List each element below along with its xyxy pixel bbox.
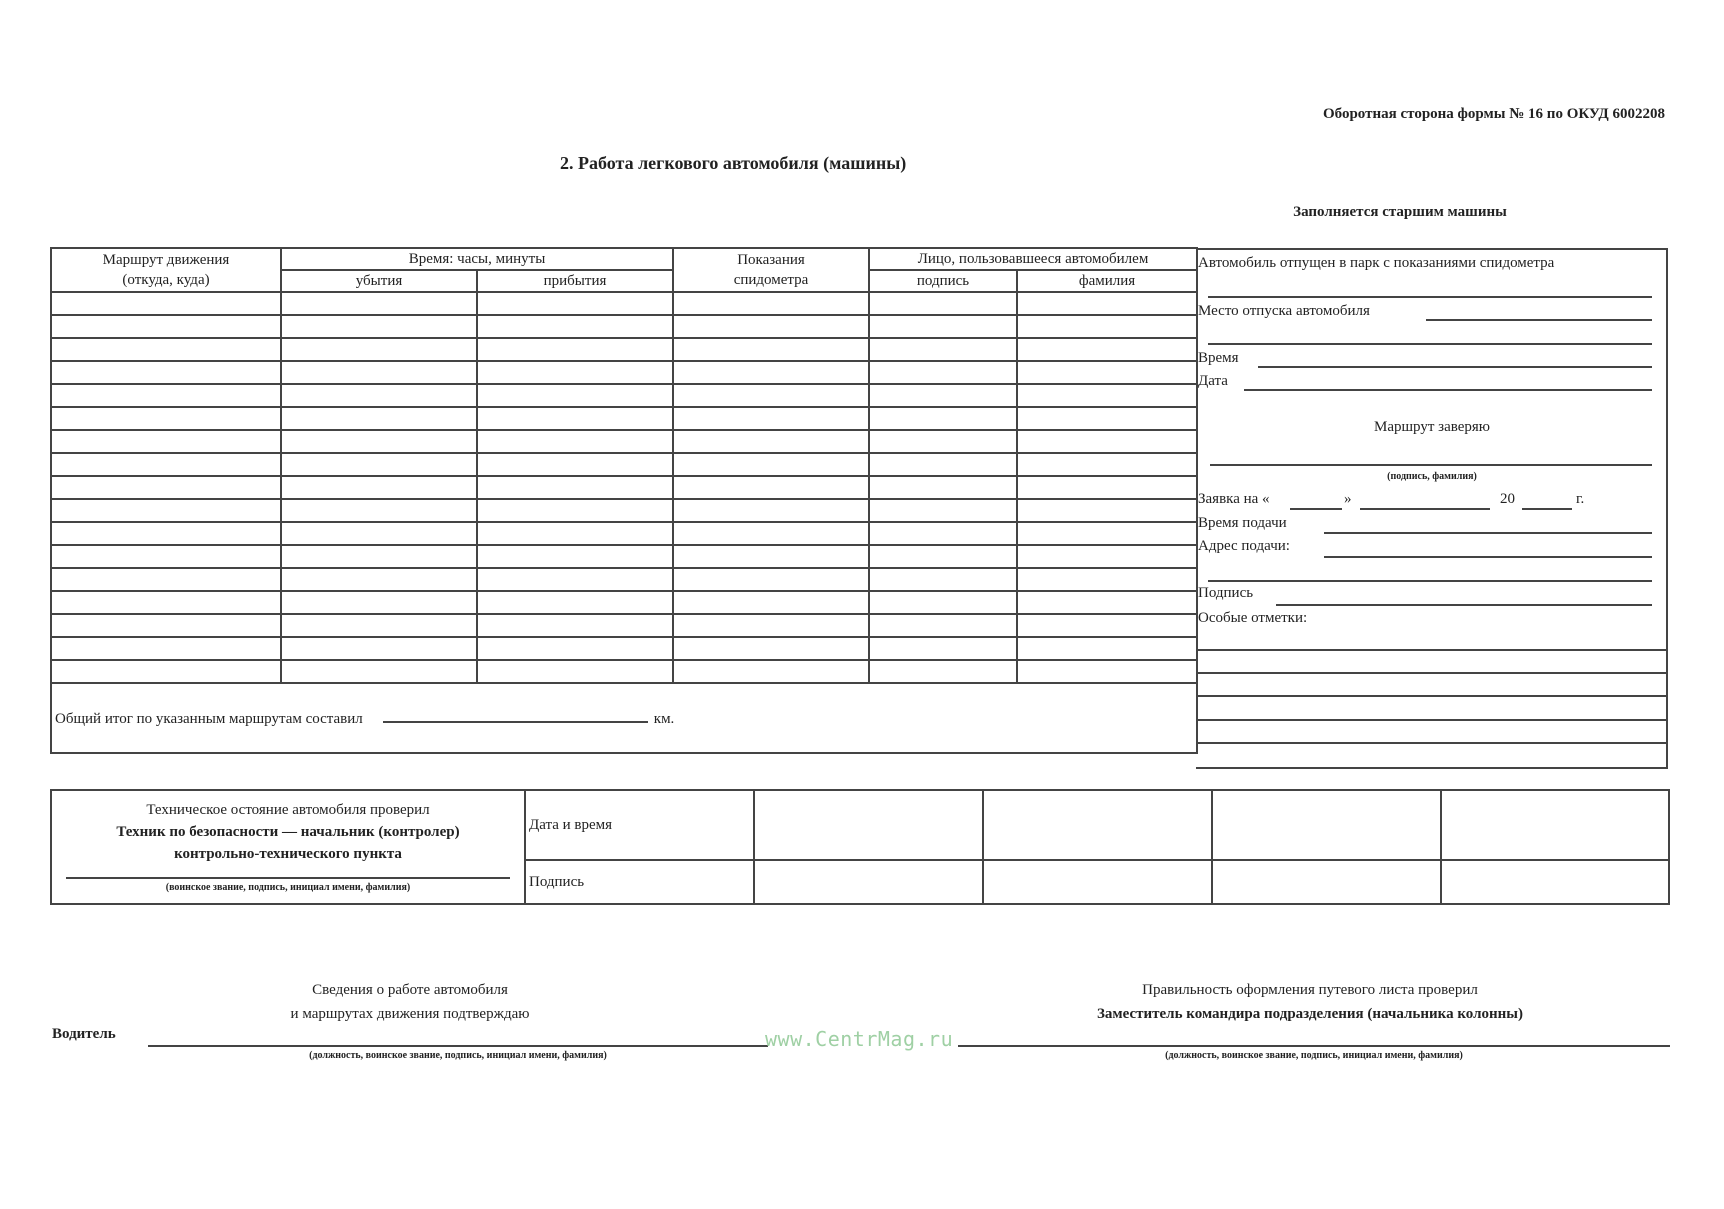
certify-caption: (подпись, фамилия) bbox=[1387, 471, 1477, 482]
route-cell[interactable] bbox=[1017, 568, 1197, 591]
route-row bbox=[51, 453, 1197, 476]
route-cell[interactable] bbox=[869, 499, 1017, 522]
driver-confirm-block bbox=[150, 978, 670, 1026]
total-unit: км. bbox=[653, 711, 675, 727]
driver-line2: и маршрутах движения подтверждаю bbox=[290, 1006, 530, 1022]
notes-rule-5 bbox=[1196, 742, 1666, 744]
route-cell[interactable] bbox=[281, 476, 477, 499]
delivery-time-label: Время подачи bbox=[1198, 515, 1287, 531]
route-cell[interactable] bbox=[281, 522, 477, 545]
route-cell[interactable] bbox=[281, 338, 477, 361]
route-row bbox=[51, 384, 1197, 407]
route-cell[interactable] bbox=[477, 292, 673, 315]
route-cell[interactable] bbox=[1017, 637, 1197, 660]
route-cell[interactable] bbox=[869, 614, 1017, 637]
route-cell[interactable] bbox=[477, 568, 673, 591]
signature-label: Подпись bbox=[1198, 585, 1254, 601]
route-cell[interactable] bbox=[477, 522, 673, 545]
checker-caption: (должность, воинское звание, подпись, инициал имени, фамилия) bbox=[1165, 1050, 1463, 1061]
route-cell[interactable] bbox=[51, 430, 281, 453]
col-person-header: Лицо, пользовавшееся автомобилем bbox=[869, 248, 1197, 270]
route-cell[interactable] bbox=[673, 637, 869, 660]
col-route-line1: Маршрут движения bbox=[102, 252, 230, 268]
route-cell[interactable] bbox=[673, 292, 869, 315]
odometer-release-field[interactable] bbox=[1208, 296, 1652, 298]
route-cell[interactable] bbox=[869, 292, 1017, 315]
route-row bbox=[51, 430, 1197, 453]
date-time-label: Дата и время bbox=[525, 790, 754, 860]
delivery-address-field-2[interactable] bbox=[1208, 580, 1652, 582]
route-cell[interactable] bbox=[869, 476, 1017, 499]
signature-field[interactable] bbox=[1276, 604, 1652, 606]
total-row bbox=[51, 683, 1197, 753]
total-km-field[interactable] bbox=[383, 707, 648, 723]
inspection-table bbox=[50, 789, 1670, 905]
route-cell[interactable] bbox=[477, 384, 673, 407]
total-label: Общий итог по указанным маршрутам составил bbox=[55, 711, 363, 727]
inspector-line1: Техническое остояние автомобиля проверил bbox=[146, 802, 430, 818]
col-time-header: Время: часы, минуты bbox=[281, 248, 673, 270]
route-cell[interactable] bbox=[869, 591, 1017, 614]
route-cell[interactable] bbox=[673, 315, 869, 338]
signature-cell-1[interactable] bbox=[754, 860, 983, 904]
date-field[interactable] bbox=[1244, 389, 1652, 391]
date-time-cell-1[interactable] bbox=[754, 790, 983, 860]
route-cell[interactable] bbox=[51, 499, 281, 522]
route-cell[interactable] bbox=[281, 453, 477, 476]
route-cell[interactable] bbox=[869, 637, 1017, 660]
route-cell[interactable] bbox=[1017, 660, 1197, 683]
route-cell[interactable] bbox=[1017, 614, 1197, 637]
route-cell[interactable] bbox=[1017, 407, 1197, 430]
delivery-address-label: Адрес подачи: bbox=[1198, 538, 1290, 554]
route-row bbox=[51, 292, 1197, 315]
route-cell[interactable] bbox=[477, 315, 673, 338]
notes-rule-1 bbox=[1196, 649, 1666, 651]
order-month-field[interactable] bbox=[1360, 508, 1490, 510]
route-cell[interactable] bbox=[281, 499, 477, 522]
inspector-line2: Техник по безопасности — начальник (контролер) bbox=[116, 824, 460, 840]
route-cell[interactable] bbox=[51, 568, 281, 591]
driver-signature-field[interactable] bbox=[148, 1045, 768, 1047]
route-cell[interactable] bbox=[477, 361, 673, 384]
special-notes-label: Особые отметки: bbox=[1198, 610, 1308, 626]
section-title: 2. Работа легкового автомобиля (машины) bbox=[560, 153, 907, 173]
release-place-label: Место отпуска автомобиля bbox=[1198, 303, 1370, 319]
route-cell[interactable] bbox=[869, 361, 1017, 384]
date-time-cell-4[interactable] bbox=[1441, 790, 1669, 860]
route-cell[interactable] bbox=[1017, 453, 1197, 476]
route-cell[interactable] bbox=[281, 292, 477, 315]
released-to-park-label: Автомобиль отпущен в парк с показаниями спидометра bbox=[1198, 255, 1555, 271]
col-surname-header: фамилия bbox=[1017, 270, 1197, 292]
route-cell[interactable] bbox=[477, 637, 673, 660]
route-cell[interactable] bbox=[51, 637, 281, 660]
route-cell[interactable] bbox=[673, 499, 869, 522]
route-cell[interactable] bbox=[673, 545, 869, 568]
route-cell[interactable] bbox=[51, 338, 281, 361]
release-panel bbox=[1196, 248, 1668, 769]
route-cell[interactable] bbox=[477, 407, 673, 430]
col-odometer-line1: Показания bbox=[737, 252, 805, 268]
route-cell[interactable] bbox=[673, 568, 869, 591]
route-cell[interactable] bbox=[281, 545, 477, 568]
inspector-signature-field[interactable] bbox=[66, 877, 510, 879]
route-row bbox=[51, 361, 1197, 384]
route-cell[interactable] bbox=[477, 476, 673, 499]
route-row bbox=[51, 591, 1197, 614]
route-cell[interactable] bbox=[673, 476, 869, 499]
route-cell[interactable] bbox=[281, 315, 477, 338]
form-code: Оборотная сторона формы № 16 по ОКУД 6002208 bbox=[1323, 106, 1665, 122]
route-certified-label: Маршрут заверяю bbox=[1374, 419, 1490, 435]
route-cell[interactable] bbox=[477, 614, 673, 637]
inspector-line3: контрольно-технического пункта bbox=[174, 846, 402, 862]
driver-label: Водитель bbox=[52, 1026, 116, 1042]
route-cell[interactable] bbox=[51, 476, 281, 499]
route-cell[interactable] bbox=[673, 522, 869, 545]
notes-rule-3 bbox=[1196, 695, 1666, 697]
route-row bbox=[51, 660, 1197, 683]
release-place-field[interactable] bbox=[1426, 319, 1652, 321]
inspector-block bbox=[51, 790, 525, 904]
route-cell[interactable] bbox=[51, 660, 281, 683]
order-day-field[interactable] bbox=[1290, 508, 1342, 510]
route-cell[interactable] bbox=[281, 407, 477, 430]
route-cell[interactable] bbox=[477, 338, 673, 361]
route-cell[interactable] bbox=[281, 384, 477, 407]
col-odometer-line2: спидометра bbox=[733, 272, 809, 288]
route-cell[interactable] bbox=[477, 453, 673, 476]
route-cell[interactable] bbox=[281, 568, 477, 591]
route-cell[interactable] bbox=[477, 591, 673, 614]
route-cell[interactable] bbox=[673, 660, 869, 683]
route-cell[interactable] bbox=[1017, 361, 1197, 384]
route-cell[interactable] bbox=[477, 499, 673, 522]
delivery-time-field[interactable] bbox=[1324, 532, 1652, 534]
col-signature-header: подпись bbox=[869, 270, 1017, 292]
order-year-field[interactable] bbox=[1522, 508, 1572, 510]
route-row bbox=[51, 522, 1197, 545]
col-arrival-header: прибытия bbox=[477, 270, 673, 292]
route-rows bbox=[51, 292, 1197, 683]
route-cell[interactable] bbox=[51, 545, 281, 568]
driver-line1: Сведения о работе автомобиля bbox=[312, 982, 508, 998]
route-row bbox=[51, 637, 1197, 660]
signature-cell-2[interactable] bbox=[983, 860, 1212, 904]
route-cell[interactable] bbox=[477, 660, 673, 683]
date-label: Дата bbox=[1198, 373, 1228, 389]
route-cell[interactable] bbox=[51, 453, 281, 476]
route-cell[interactable] bbox=[869, 522, 1017, 545]
order-year-suffix: г. bbox=[1576, 491, 1585, 507]
col-odometer-header bbox=[673, 248, 869, 292]
route-cell[interactable] bbox=[673, 453, 869, 476]
route-cell[interactable] bbox=[869, 568, 1017, 591]
date-time-cell-3[interactable] bbox=[1212, 790, 1441, 860]
route-cell[interactable] bbox=[51, 384, 281, 407]
route-cell[interactable] bbox=[869, 315, 1017, 338]
route-cell[interactable] bbox=[1017, 338, 1197, 361]
route-row bbox=[51, 568, 1197, 591]
inspection-signature-label: Подпись bbox=[525, 860, 754, 904]
route-cell[interactable] bbox=[869, 430, 1017, 453]
route-cell[interactable] bbox=[869, 660, 1017, 683]
route-cell[interactable] bbox=[477, 545, 673, 568]
order-for-label: Заявка на « bbox=[1198, 491, 1270, 507]
date-time-cell-2[interactable] bbox=[983, 790, 1212, 860]
route-cell[interactable] bbox=[1017, 522, 1197, 545]
checker-signature-field[interactable] bbox=[958, 1045, 1670, 1047]
route-cell[interactable] bbox=[869, 545, 1017, 568]
route-cell[interactable] bbox=[1017, 476, 1197, 499]
route-cell[interactable] bbox=[51, 522, 281, 545]
route-row bbox=[51, 338, 1197, 361]
route-cell[interactable] bbox=[51, 292, 281, 315]
filled-by-note: Заполняется старшим машины bbox=[1293, 204, 1507, 220]
checker-line1: Правильность оформления путевого листа проверил bbox=[1142, 982, 1478, 998]
route-cell[interactable] bbox=[51, 591, 281, 614]
route-cell[interactable] bbox=[281, 430, 477, 453]
checker-block bbox=[960, 978, 1660, 1026]
route-row bbox=[51, 476, 1197, 499]
certify-signature-field[interactable] bbox=[1210, 464, 1652, 466]
route-row bbox=[51, 407, 1197, 430]
route-cell[interactable] bbox=[673, 614, 869, 637]
time-field[interactable] bbox=[1258, 366, 1652, 368]
route-cell[interactable] bbox=[51, 361, 281, 384]
route-row bbox=[51, 499, 1197, 522]
route-cell[interactable] bbox=[673, 384, 869, 407]
watermark: www.CentrMag.ru bbox=[765, 1027, 954, 1051]
route-cell[interactable] bbox=[51, 407, 281, 430]
order-quote-close: » bbox=[1344, 491, 1352, 507]
route-cell[interactable] bbox=[51, 315, 281, 338]
checker-line2: Заместитель командира подразделения (начальника колонны) bbox=[1097, 1006, 1523, 1022]
notes-rule-2 bbox=[1196, 672, 1666, 674]
release-place-field-2[interactable] bbox=[1208, 343, 1652, 345]
inspector-caption: (воинское звание, подпись, инициал имени, фамилия) bbox=[165, 882, 411, 893]
route-table bbox=[50, 247, 1198, 754]
notes-rule-4 bbox=[1196, 719, 1666, 721]
delivery-address-field[interactable] bbox=[1324, 556, 1652, 558]
col-departure-header: убытия bbox=[281, 270, 477, 292]
route-cell[interactable] bbox=[673, 430, 869, 453]
driver-caption: (должность, воинское звание, подпись, инициал имени, фамилия) bbox=[309, 1050, 607, 1061]
route-cell[interactable] bbox=[1017, 430, 1197, 453]
route-cell[interactable] bbox=[281, 614, 477, 637]
route-cell[interactable] bbox=[281, 361, 477, 384]
col-route-line2: (откуда, куда) bbox=[122, 272, 210, 288]
route-cell[interactable] bbox=[1017, 292, 1197, 315]
route-cell[interactable] bbox=[673, 338, 869, 361]
route-cell[interactable] bbox=[869, 338, 1017, 361]
route-cell[interactable] bbox=[281, 591, 477, 614]
route-cell[interactable] bbox=[1017, 545, 1197, 568]
route-row bbox=[51, 545, 1197, 568]
route-cell[interactable] bbox=[869, 384, 1017, 407]
signature-cell-3[interactable] bbox=[1212, 860, 1441, 904]
route-cell[interactable] bbox=[673, 407, 869, 430]
route-cell[interactable] bbox=[869, 407, 1017, 430]
route-cell[interactable] bbox=[477, 430, 673, 453]
signature-cell-4[interactable] bbox=[1441, 860, 1669, 904]
route-cell[interactable] bbox=[1017, 315, 1197, 338]
route-cell[interactable] bbox=[281, 660, 477, 683]
route-cell[interactable] bbox=[1017, 384, 1197, 407]
col-route-header bbox=[51, 248, 281, 292]
order-year-prefix: 20 bbox=[1500, 491, 1515, 507]
route-cell[interactable] bbox=[673, 361, 869, 384]
route-cell[interactable] bbox=[869, 453, 1017, 476]
route-cell[interactable] bbox=[51, 614, 281, 637]
route-cell[interactable] bbox=[673, 591, 869, 614]
route-cell[interactable] bbox=[1017, 499, 1197, 522]
route-cell[interactable] bbox=[1017, 591, 1197, 614]
route-row bbox=[51, 315, 1197, 338]
route-row bbox=[51, 614, 1197, 637]
time-label: Время bbox=[1198, 350, 1239, 366]
route-cell[interactable] bbox=[281, 637, 477, 660]
